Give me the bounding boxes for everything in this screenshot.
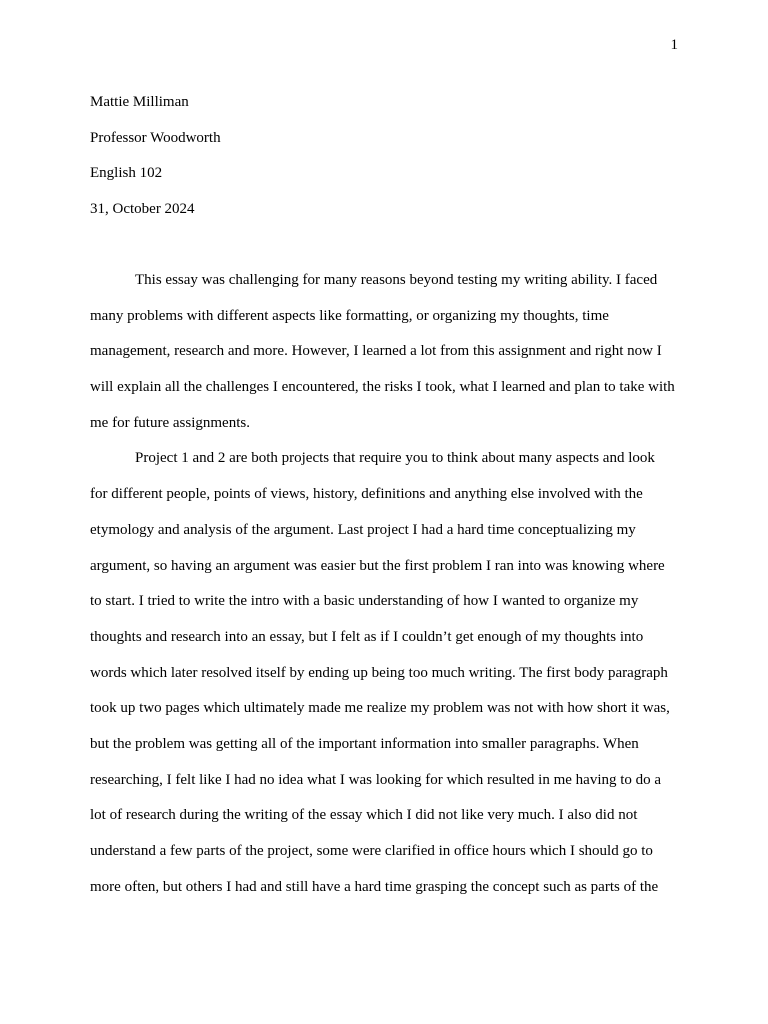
paragraph-2-line: words which later resolved itself by ending up being too much writing. The first body paragraph (90, 664, 668, 681)
mla-heading (90, 93, 680, 236)
professor-name: Professor Woodworth (90, 129, 221, 146)
paragraph-2-line: Project 1 and 2 are both projects that require you to think about many aspects and look (135, 450, 655, 467)
paragraph-2-line: but the problem was getting all of the important information into smaller paragraphs. When (90, 735, 639, 752)
course-name: English 102 (90, 165, 163, 182)
paragraph-2-line: for different people, points of views, history, definitions and anything else involved with the (90, 486, 643, 503)
page-number: 1 (670, 37, 678, 53)
paragraph-2-line: etymology and analysis of the argument. Last project I had a hard time conceptualizing my (90, 521, 636, 538)
paragraph-1-line: management, research and more. However, I learned a lot from this assignment and right now I (90, 343, 662, 360)
paragraph-1-line: This essay was challenging for many reasons beyond testing my writing ability. I faced (135, 272, 658, 288)
author-name: Mattie Milliman (90, 94, 189, 110)
paragraph-2-line: argument, so having an argument was easier but the first problem I ran into was knowing where (90, 557, 665, 574)
paragraph-2-line: researching, I felt like I had no idea what I was looking for which resulted in me having to do a (90, 771, 662, 788)
paragraph-2-line: understand a few parts of the project, some were clarified in office hours which I should go to (90, 843, 653, 859)
paragraph-1-line: will explain all the challenges I encountered, the risks I took, what I learned and plan to take with (90, 379, 675, 396)
paragraph-2-line: took up two pages which ultimately made me realize my problem was not with how short it was, (90, 700, 670, 717)
paragraph-1-line: me for future assignments. (90, 414, 250, 431)
document-date: 31, October 2024 (90, 201, 195, 218)
paragraph-2-line: lot of research during the writing of the essay which I did not like very much. I also did not (90, 807, 638, 824)
paragraph-2-line: more often, but others I had and still have a hard time grasping the concept such as parts of the (90, 878, 659, 895)
essay-body (90, 271, 680, 913)
paragraph-2-line: to start. I tried to write the intro with a basic understanding of how I wanted to organize my (90, 593, 639, 610)
paragraph-2-line: thoughts and research into an essay, but I felt as if I couldn’t get enough of my thoughts into (90, 628, 644, 645)
paragraph-1-line: many problems with different aspects like formatting, or organizing my thoughts, time (90, 307, 609, 324)
